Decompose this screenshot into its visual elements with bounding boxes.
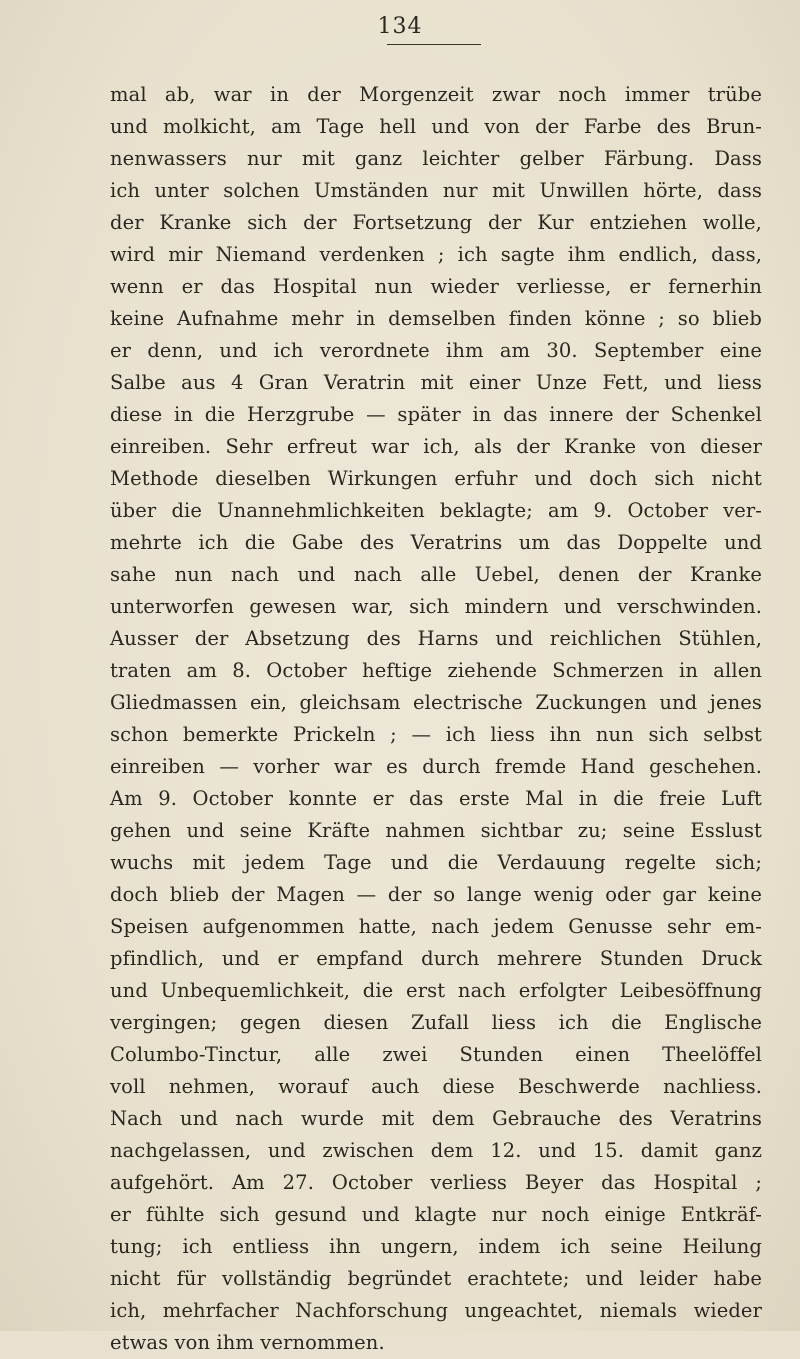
text-line: sahe nun nach und nach alle Uebel, denen der Kranke [110, 563, 762, 586]
text-line: und molkicht, am Tage hell und von der Farbe des Brun- [110, 115, 762, 138]
text-line: schon bemerkte Prickeln ; — ich liess ihn nun sich selbst [110, 723, 762, 746]
text-line: Methode dieselben Wirkungen erfuhr und doch sich nicht [110, 467, 762, 490]
text-line: Nach und nach wurde mit dem Gebrauche des Veratrins [110, 1107, 762, 1130]
text-line: ich, mehrfacher Nachforschung ungeachtet, niemals wieder [110, 1299, 762, 1322]
text-line: doch blieb der Magen — der so lange wenig oder gar keine [110, 883, 762, 906]
text-line: der Kranke sich der Fortsetzung der Kur entziehen wolle, [110, 211, 762, 234]
text-line: unterworfen gewesen war, sich mindern und verschwinden. [110, 595, 762, 618]
text-line: über die Unannehmlichkeiten beklagte; am 9. October ver- [110, 499, 762, 522]
text-line: etwas von ihm vernommen. [110, 1331, 385, 1354]
text-line: einreiben. Sehr erfreut war ich, als der Kranke von dieser [110, 435, 762, 458]
text-line: vergingen; gegen diesen Zufall liess ich die Englische [110, 1011, 762, 1034]
text-line: einreiben — vorher war es durch fremde Hand geschehen. [110, 755, 762, 778]
page-number: 134 [377, 14, 423, 39]
body-text [110, 79, 762, 1359]
text-line: wuchs mit jedem Tage und die Verdauung regelte sich; [110, 851, 762, 874]
text-line: pfindlich, und er empfand durch mehrere Stunden Druck [110, 947, 762, 970]
text-line: gehen und seine Kräfte nahmen sichtbar zu; seine Esslust [110, 819, 762, 842]
text-line: wird mir Niemand verdenken ; ich sagte ihm endlich, dass, [110, 243, 762, 266]
text-line: wenn er das Hospital nun wieder verliesse, er fernerhin [110, 275, 762, 298]
text-line: keine Aufnahme mehr in demselben finden könne ; so blieb [110, 307, 762, 330]
text-line: Salbe aus 4 Gran Veratrin mit einer Unze Fett, und liess [110, 371, 762, 394]
text-line: Speisen aufgenommen hatte, nach jedem Genusse sehr em- [110, 915, 762, 938]
text-line: er fühlte sich gesund und klagte nur noch einige Entkräf- [110, 1203, 762, 1226]
text-line: mehrte ich die Gabe des Veratrins um das Doppelte und [110, 531, 762, 554]
text-line: nachgelassen, und zwischen dem 12. und 15. damit ganz [110, 1139, 762, 1162]
text-line: nenwassers nur mit ganz leichter gelber Färbung. Dass [110, 147, 762, 170]
page-number-rule [387, 44, 481, 45]
text-line: und Unbequemlichkeit, die erst nach erfolgter Leibesöffnung [110, 979, 762, 1002]
text-line: Gliedmassen ein, gleichsam electrische Zuckungen und jenes [110, 691, 762, 714]
text-line: diese in die Herzgrube — später in das innere der Schenkel [110, 403, 762, 426]
text-line: Am 9. October konnte er das erste Mal in die freie Luft [110, 787, 762, 810]
text-line: ich unter solchen Umständen nur mit Unwillen hörte, dass [110, 179, 762, 202]
text-line: nicht für vollständig begründet erachtete; und leider habe [110, 1267, 762, 1290]
text-line: voll nehmen, worauf auch diese Beschwerde nachliess. [110, 1075, 762, 1098]
text-line: mal ab, war in der Morgenzeit zwar noch immer trübe [110, 83, 762, 106]
text-line: traten am 8. October heftige ziehende Schmerzen in allen [110, 659, 762, 682]
text-line: tung; ich entliess ihn ungern, indem ich seine Heilung [110, 1235, 762, 1258]
text-line: Ausser der Absetzung des Harns und reichlichen Stühlen, [110, 627, 762, 650]
text-line: er denn, und ich verordnete ihm am 30. September eine [110, 339, 762, 362]
text-line: Columbo-Tinctur, alle zwei Stunden einen Theelöffel [110, 1043, 762, 1066]
text-line: aufgehört. Am 27. October verliess Beyer das Hospital ; [110, 1171, 762, 1194]
